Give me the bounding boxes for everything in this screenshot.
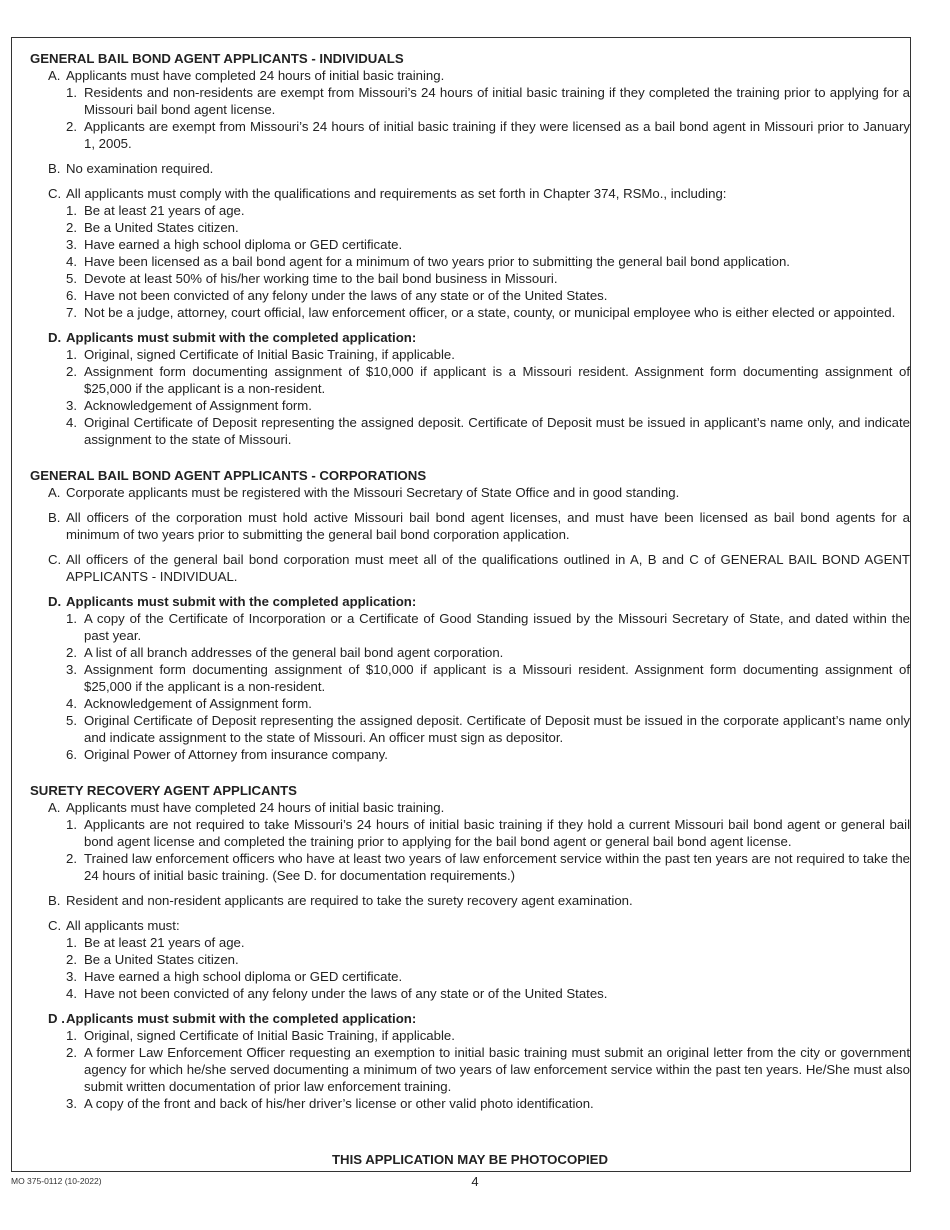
list-item <box>48 160 910 177</box>
sub-item <box>66 118 910 152</box>
sub-item-number: 4. <box>66 696 77 711</box>
sub-item-number: 1. <box>66 611 77 626</box>
sub-item-text: Have not been convicted of any felony under the laws of any state or of the United States. <box>84 288 608 303</box>
sub-item-number: 1. <box>66 347 77 362</box>
sub-item <box>66 610 910 644</box>
sub-item-number: 6. <box>66 288 77 303</box>
list-item <box>48 1010 910 1027</box>
item-text: All applicants must comply with the qualifications and requirements as set forth in Chapter 374, RSMo., including: <box>66 186 727 201</box>
item-text: All applicants must: <box>66 918 180 933</box>
sub-item-text: A copy of the Certificate of Incorporation or a Certificate of Good Standing issued by the Missouri Secretary of State, and dated within the past year. <box>84 611 910 643</box>
sub-item-text: Have not been convicted of any felony under the laws of any state or of the United States. <box>84 986 608 1001</box>
item-text: Applicants must submit with the completed application: <box>66 1011 417 1026</box>
sub-item-number: 3. <box>66 1096 77 1111</box>
page-number: 4 <box>471 1174 479 1189</box>
sub-item <box>66 1027 910 1044</box>
sub-item-text: Applicants are not required to take Missouri’s 24 hours of initial basic training if they hold a current Missouri bail bond agent or general bail bond agent license and completed the training prior to applying for the bail bond agent or general bail bond agent license. <box>84 817 910 849</box>
sub-item <box>66 304 910 321</box>
sub-item-number: 2. <box>66 645 77 660</box>
list-item <box>48 509 910 543</box>
sub-item-number: 3. <box>66 398 77 413</box>
sub-item-text: Devote at least 50% of his/her working time to the bail bond business in Missouri. <box>84 271 558 286</box>
sub-item-number: 1. <box>66 935 77 950</box>
sub-item-number: 1. <box>66 203 77 218</box>
item-label: D . <box>48 1011 65 1026</box>
sub-item-number: 4. <box>66 986 77 1001</box>
sub-item-text: Assignment form documenting assignment of $10,000 if applicant is a Missouri resident. Assignment form documenting assignment of $25,000 if the applicant is a non-resident. <box>84 662 910 694</box>
sub-item-text: Residents and non-residents are exempt from Missouri’s 24 hours of initial basic training if they completed the training prior to applying for a Missouri bail bond agent license. <box>84 85 910 117</box>
sub-item-text: Acknowledgement of Assignment form. <box>84 696 312 711</box>
sub-item-text: Original, signed Certificate of Initial Basic Training, if applicable. <box>84 1028 455 1043</box>
sub-item-number: 4. <box>66 415 77 430</box>
document-body <box>30 50 910 1131</box>
item-text: Applicants must submit with the completed application: <box>66 330 417 345</box>
photocopy-notice: THIS APPLICATION MAY BE PHOTOCOPIED <box>332 1152 608 1167</box>
sub-item <box>66 712 910 746</box>
sub-item-number: 7. <box>66 305 77 320</box>
item-text: Resident and non-resident applicants are required to take the surety recovery agent examination. <box>66 893 633 908</box>
sub-item <box>66 1044 910 1095</box>
item-text: Applicants must have completed 24 hours of initial basic training. <box>66 800 445 815</box>
section <box>30 50 910 448</box>
sub-item-number: 2. <box>66 1045 77 1060</box>
sub-item-number: 2. <box>66 851 77 866</box>
sub-item-text: A former Law Enforcement Officer requesting an exemption to initial basic training must submit an original letter from the city or government agency for which he/she served documenting a minimum of two years of law enforcement service within the past ten years. He/She must also submit written documentation of prior law enforcement training. <box>84 1045 910 1094</box>
sub-item <box>66 84 910 118</box>
sub-item-number: 2. <box>66 220 77 235</box>
sub-item-number: 5. <box>66 713 77 728</box>
sub-item-text: Trained law enforcement officers who have at least two years of law enforcement service within the past ten years are not required to take the 24 hours of initial basic training. (See D. for documentation requirements.) <box>84 851 910 883</box>
sub-item <box>66 746 910 763</box>
sub-item-text: A copy of the front and back of his/her driver’s license or other valid photo identification. <box>84 1096 594 1111</box>
list-item <box>48 917 910 934</box>
sub-item-text: Be a United States citizen. <box>84 952 239 967</box>
list-item <box>48 484 910 501</box>
sub-item <box>66 850 910 884</box>
item-text: Applicants must have completed 24 hours of initial basic training. <box>66 68 445 83</box>
sub-item <box>66 951 910 968</box>
item-label: B. <box>48 161 61 176</box>
sub-item-text: Original Power of Attorney from insurance company. <box>84 747 388 762</box>
sub-item <box>66 816 910 850</box>
section-title: GENERAL BAIL BOND AGENT APPLICANTS - CORPORATIONS <box>30 468 427 483</box>
sub-item <box>66 1095 910 1112</box>
item-label: A. <box>48 800 61 815</box>
list-item <box>48 67 910 84</box>
section <box>30 467 910 763</box>
sub-item <box>66 287 910 304</box>
item-text: Applicants must submit with the completed application: <box>66 594 417 609</box>
sub-item-text: A list of all branch addresses of the general bail bond agent corporation. <box>84 645 504 660</box>
list-item <box>48 551 910 585</box>
sub-item-text: Be a United States citizen. <box>84 220 239 235</box>
item-label: C. <box>48 552 62 567</box>
sub-item <box>66 644 910 661</box>
sub-item-number: 4. <box>66 254 77 269</box>
sub-item-text: Original Certificate of Deposit representing the assigned deposit. Certificate of Deposit must be issued in the corporate applicant’s name only and indicate assignment to the state of Missouri. An officer must sign as depositor. <box>84 713 910 745</box>
section-title: SURETY RECOVERY AGENT APPLICANTS <box>30 783 297 798</box>
list-item <box>48 593 910 610</box>
list-item <box>48 329 910 346</box>
sub-item <box>66 985 910 1002</box>
sub-item-text: Have earned a high school diploma or GED certificate. <box>84 237 403 252</box>
sub-item-number: 1. <box>66 85 77 100</box>
sub-item <box>66 934 910 951</box>
sub-item-number: 1. <box>66 817 77 832</box>
sub-item <box>66 968 910 985</box>
item-label: C. <box>48 186 62 201</box>
sub-item-number: 5. <box>66 271 77 286</box>
sub-item-text: Have been licensed as a bail bond agent for a minimum of two years prior to submitting the general bail bond application. <box>84 254 790 269</box>
sub-item-text: Original Certificate of Deposit representing the assigned deposit. Certificate of Deposit must be issued in applicant’s name only, and indicate assignment to the state of Missouri. <box>84 415 910 447</box>
sub-item-number: 2. <box>66 952 77 967</box>
item-text: All officers of the corporation must hold active Missouri bail bond agent licenses, and must have been licensed as bail bond agents for a minimum of two years prior to submitting the general bail bond corporation application. <box>66 510 910 542</box>
sub-item <box>66 414 910 448</box>
item-text: Corporate applicants must be registered with the Missouri Secretary of State Office and in good standing. <box>66 485 680 500</box>
sub-item-text: Not be a judge, attorney, court official, law enforcement officer, or a state, county, or municipal employee who is either elected or appointed. <box>84 305 896 320</box>
sub-item-text: Assignment form documenting assignment of $10,000 if applicant is a Missouri resident. Assignment form documenting assignment of $25,000 if the applicant is a non-resident. <box>84 364 910 396</box>
item-label: B. <box>48 893 61 908</box>
sub-item <box>66 661 910 695</box>
item-text: All officers of the general bail bond corporation must meet all of the qualifications outlined in A, B and C of GENERAL BAIL BOND AGENT APPLICANTS - INDIVIDUAL. <box>66 552 910 584</box>
sub-item-number: 6. <box>66 747 77 762</box>
sub-item-number: 3. <box>66 969 77 984</box>
sub-item-number: 2. <box>66 364 77 379</box>
sub-item-number: 3. <box>66 662 77 677</box>
sub-item <box>66 363 910 397</box>
sub-item <box>66 202 910 219</box>
sub-item <box>66 253 910 270</box>
sub-item-text: Acknowledgement of Assignment form. <box>84 398 312 413</box>
item-label: D. <box>48 330 62 345</box>
sub-item <box>66 219 910 236</box>
sub-item-number: 1. <box>66 1028 77 1043</box>
section <box>30 782 910 1112</box>
sub-item-text: Be at least 21 years of age. <box>84 203 245 218</box>
sub-item-text: Applicants are exempt from Missouri’s 24 hours of initial basic training if they were licensed as a bail bond agent in Missouri prior to January 1, 2005. <box>84 119 910 151</box>
sub-item <box>66 346 910 363</box>
sub-item <box>66 695 910 712</box>
form-number: MO 375-0112 (10-2022) <box>11 1176 102 1186</box>
item-label: A. <box>48 68 61 83</box>
item-label: C. <box>48 918 62 933</box>
sub-item-number: 2. <box>66 119 77 134</box>
list-item <box>48 892 910 909</box>
sub-item-text: Have earned a high school diploma or GED certificate. <box>84 969 403 984</box>
list-item <box>48 185 910 202</box>
sub-item <box>66 236 910 253</box>
item-text: No examination required. <box>66 161 214 176</box>
sub-item <box>66 397 910 414</box>
section-title: GENERAL BAIL BOND AGENT APPLICANTS - INDIVIDUALS <box>30 51 404 66</box>
sub-item-text: Original, signed Certificate of Initial Basic Training, if applicable. <box>84 347 455 362</box>
sub-item <box>66 270 910 287</box>
sub-item-text: Be at least 21 years of age. <box>84 935 245 950</box>
item-label: D. <box>48 594 62 609</box>
list-item <box>48 799 910 816</box>
sub-item-number: 3. <box>66 237 77 252</box>
item-label: B. <box>48 510 61 525</box>
item-label: A. <box>48 485 61 500</box>
